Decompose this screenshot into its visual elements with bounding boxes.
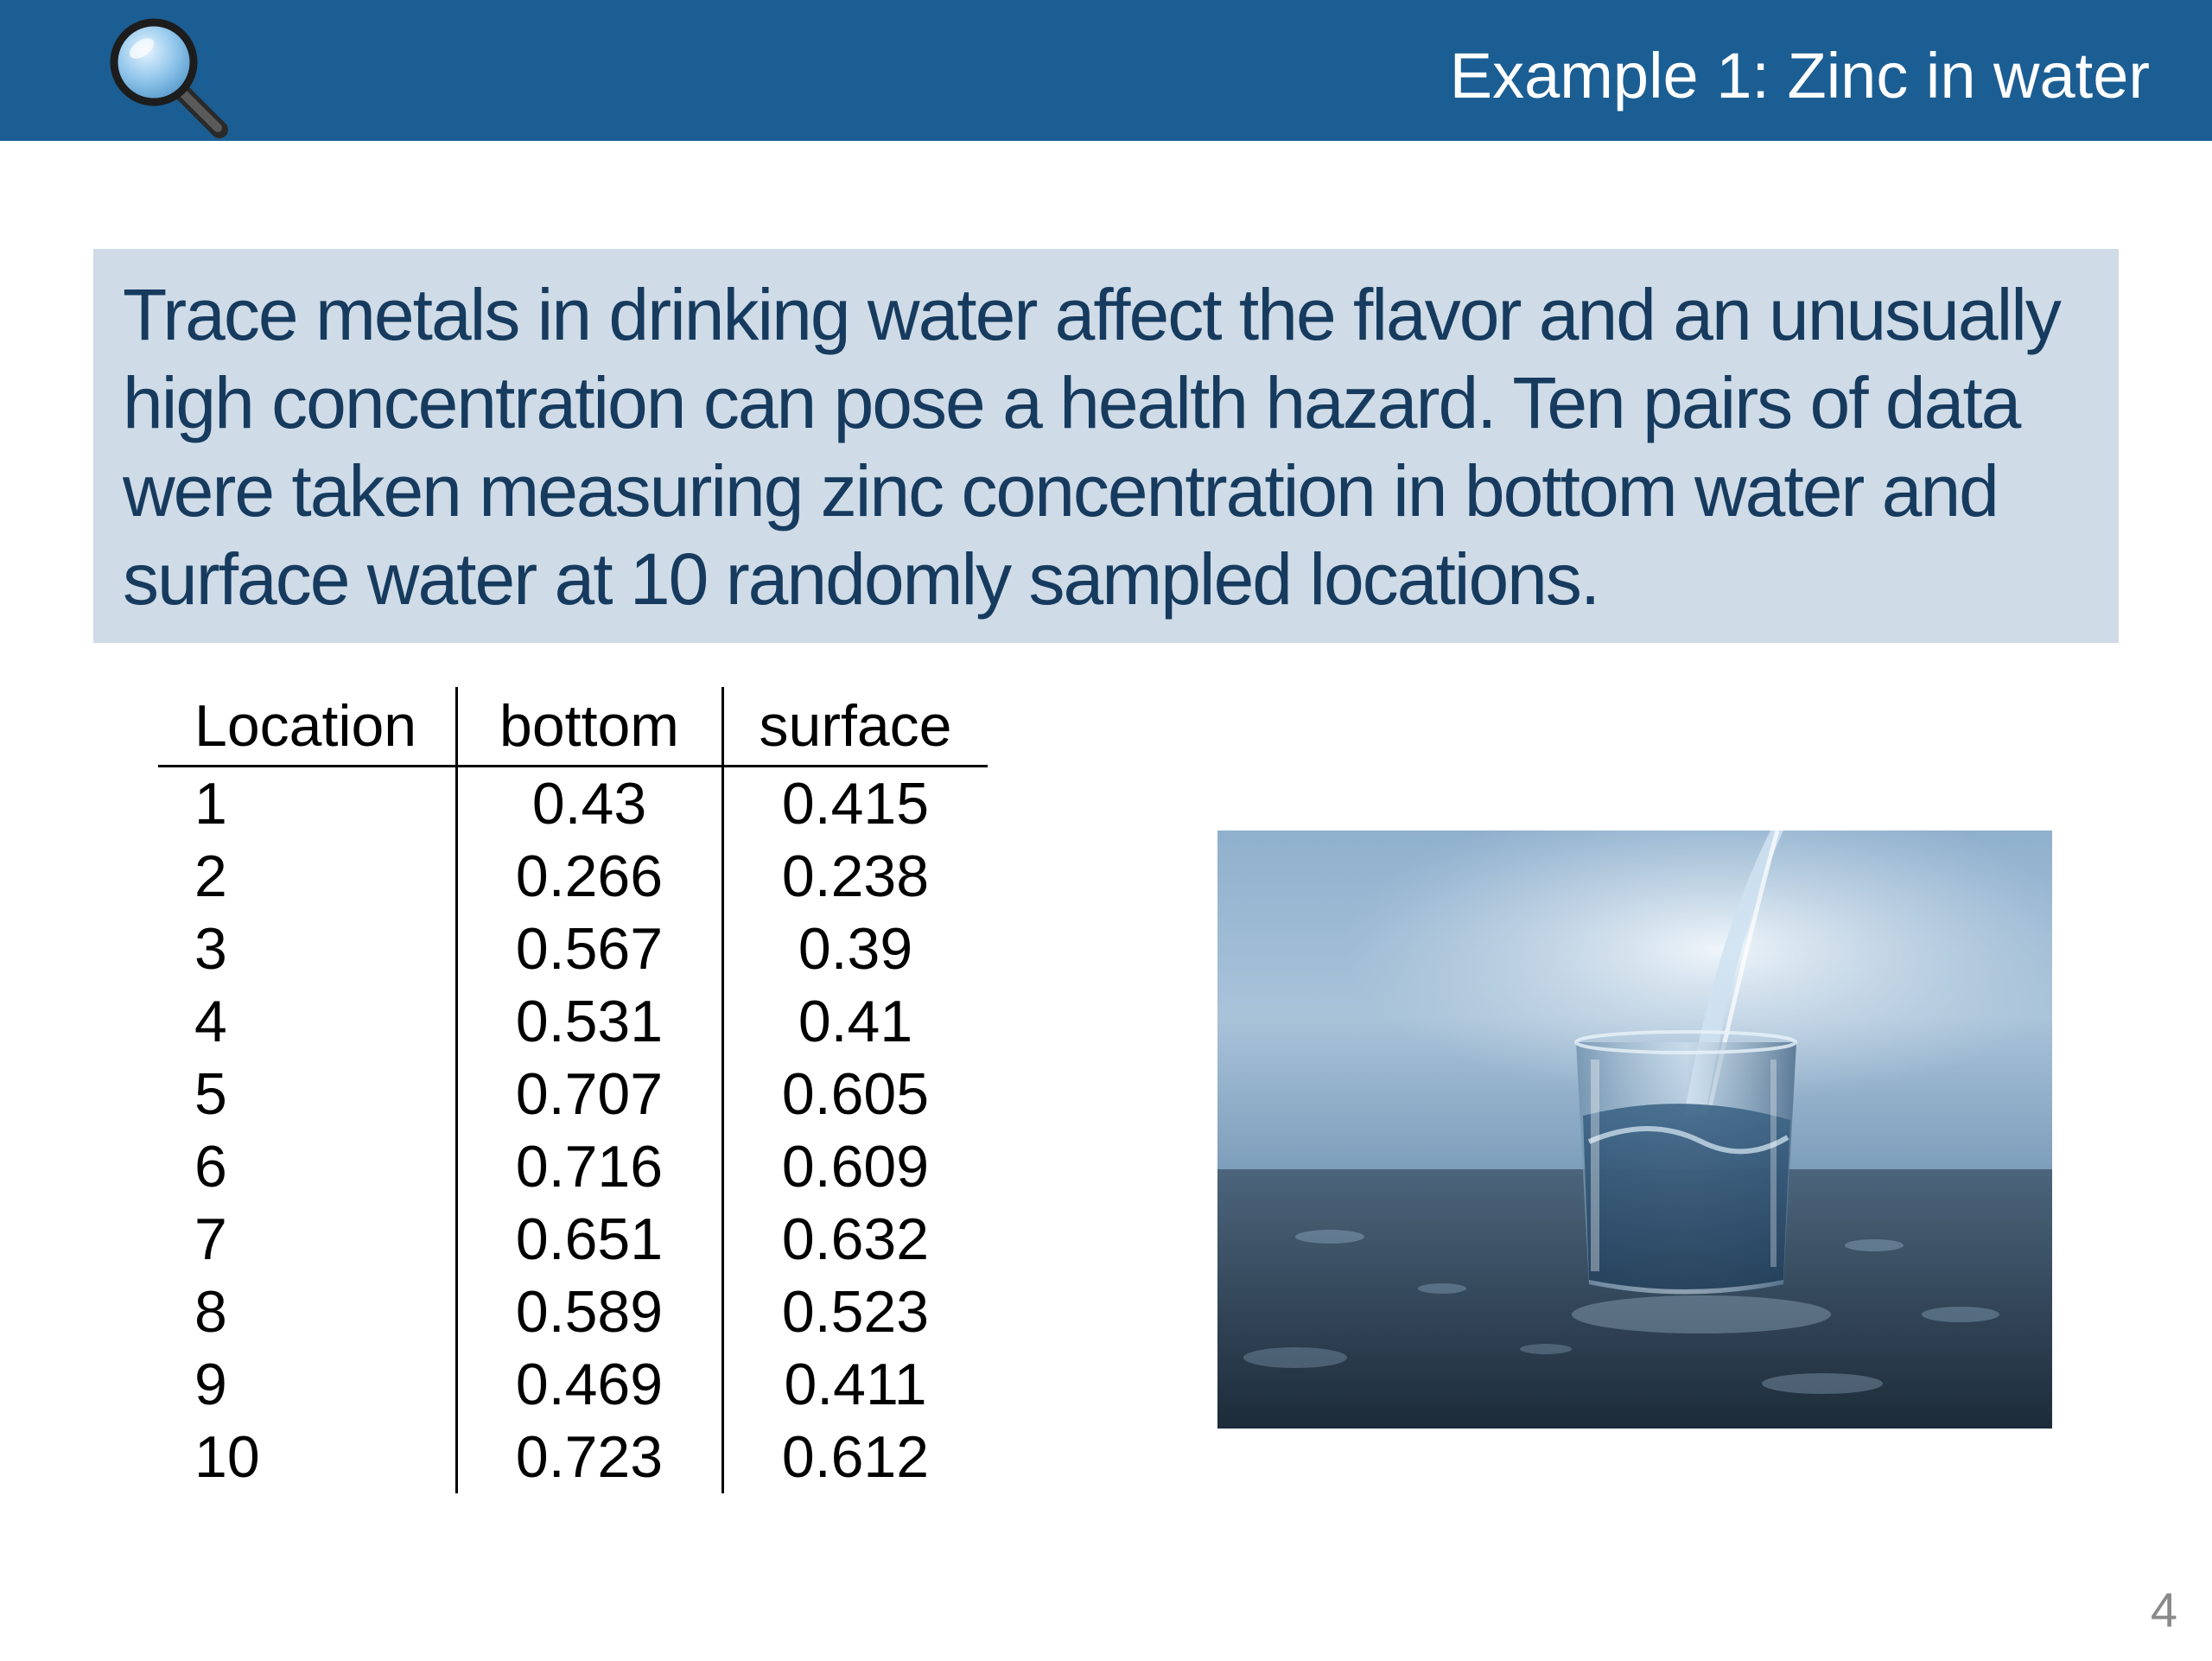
- cell-bottom: 0.266: [456, 840, 722, 913]
- column-header-bottom: bottom: [456, 687, 722, 767]
- cell-location: 3: [194, 916, 227, 982]
- cell-bottom: 0.716: [456, 1130, 722, 1203]
- intro-line: were taken measuring zinc concentration in bottom water and: [123, 450, 1998, 531]
- intro-line: high concentration can pose a health hazard. Ten pairs of data: [123, 362, 2020, 443]
- cell-surface: 0.415: [722, 767, 988, 841]
- cell-location: 6: [194, 1134, 227, 1200]
- cell-surface: 0.238: [722, 840, 988, 913]
- table-row: [158, 985, 988, 1058]
- table-row: [158, 767, 988, 841]
- slide-title: Example 1: Zinc in water: [1449, 40, 2150, 111]
- column-header-surface: surface: [722, 687, 988, 767]
- table-row: [158, 1276, 988, 1348]
- intro-line: Trace metals in drinking water affect the flavor and an unusually: [123, 274, 2060, 355]
- cell-location: 2: [194, 843, 227, 909]
- table-row: [158, 1058, 988, 1130]
- cell-bottom: 0.43: [456, 767, 722, 841]
- table-row: [158, 1130, 988, 1203]
- cell-surface: 0.411: [722, 1348, 988, 1421]
- page-number: 4: [2150, 1582, 2177, 1637]
- cell-location: 8: [194, 1279, 227, 1345]
- cell-location: 1: [194, 771, 227, 837]
- table-row: [158, 840, 988, 913]
- cell-bottom: 0.651: [456, 1203, 722, 1276]
- cell-bottom: 0.707: [456, 1058, 722, 1130]
- table-header-row: [158, 687, 988, 767]
- cell-surface: 0.609: [722, 1130, 988, 1203]
- cell-bottom: 0.531: [456, 985, 722, 1058]
- magnifier-icon: [100, 10, 230, 140]
- cell-location: 5: [194, 1061, 227, 1127]
- table-row: [158, 1421, 988, 1493]
- cell-bottom: 0.723: [456, 1421, 722, 1493]
- zinc-data-table: [158, 687, 988, 1493]
- cell-surface: 0.41: [722, 985, 988, 1058]
- cell-location: 10: [194, 1424, 260, 1490]
- cell-surface: 0.605: [722, 1058, 988, 1130]
- cell-surface: 0.632: [722, 1203, 988, 1276]
- cell-bottom: 0.469: [456, 1348, 722, 1421]
- cell-location: 9: [194, 1352, 227, 1417]
- slide-header: [0, 0, 2212, 141]
- cell-bottom: 0.589: [456, 1276, 722, 1348]
- cell-surface: 0.39: [722, 913, 988, 985]
- column-header-location: Location: [158, 687, 456, 767]
- table-row: [158, 1348, 988, 1421]
- cell-location: 7: [194, 1206, 227, 1272]
- cell-bottom: 0.567: [456, 913, 722, 985]
- table-row: [158, 1203, 988, 1276]
- water-glass-photo: [1217, 830, 2052, 1429]
- intro-line: surface water at 10 randomly sampled locations.: [123, 538, 1599, 620]
- intro-box: [93, 249, 2119, 643]
- cell-location: 4: [194, 989, 227, 1054]
- cell-surface: 0.612: [722, 1421, 988, 1493]
- cell-surface: 0.523: [722, 1276, 988, 1348]
- table-row: [158, 913, 988, 985]
